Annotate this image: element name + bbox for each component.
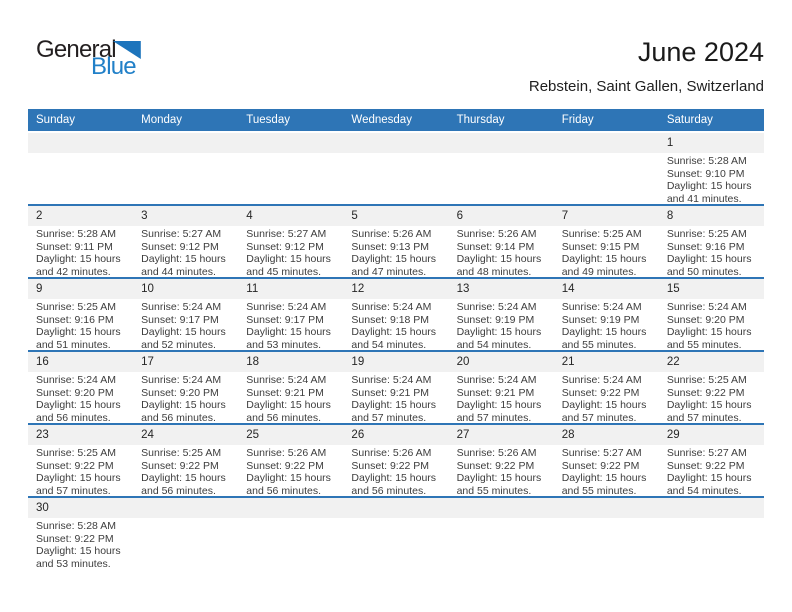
day-number: 23 <box>36 429 49 441</box>
day-info-line: Sunset: 9:21 PM <box>456 386 535 399</box>
day-number: 9 <box>36 283 43 295</box>
day-info-line: Sunrise: 5:24 AM <box>351 301 432 313</box>
day-number: 27 <box>456 429 470 441</box>
day-info-line: Daylight: 15 hours <box>456 253 542 266</box>
day-info-line: Daylight: 15 hours <box>561 472 647 485</box>
day-number: 17 <box>141 356 154 368</box>
day-cell <box>554 372 659 423</box>
day-cell <box>238 518 343 569</box>
page-title: June 2024 <box>637 37 764 67</box>
day-number <box>133 498 238 518</box>
day-info-line: Sunrise: 5:25 AM <box>666 228 747 240</box>
day-info-line: Sunrise: 5:26 AM <box>351 447 432 459</box>
day-info-line: Sunset: 9:16 PM <box>36 313 114 326</box>
day-number: 26 <box>351 429 365 441</box>
day-cell <box>449 518 554 569</box>
weekday-header-friday: Friday <box>561 114 594 126</box>
day-number: 29 <box>666 429 680 441</box>
logo-blue-text: Blue <box>91 53 136 80</box>
day-info-line: and 55 minutes. <box>561 339 637 350</box>
day-info-line: Daylight: 15 hours <box>246 326 331 339</box>
day-number: 28 <box>561 429 575 441</box>
day-number <box>449 133 554 153</box>
day-info-line: Sunset: 9:15 PM <box>561 240 640 253</box>
day-info-line: Sunrise: 5:28 AM <box>36 228 116 240</box>
day-info-line: Sunrise: 5:24 AM <box>456 374 537 386</box>
day-info-line: and 41 minutes. <box>666 193 742 204</box>
day-info-line: Daylight: 15 hours <box>351 399 437 412</box>
day-number-band <box>28 133 764 153</box>
day-info-line: and 57 minutes. <box>561 412 637 423</box>
day-info-line: Sunset: 9:22 PM <box>36 532 114 545</box>
day-info-line: Sunrise: 5:28 AM <box>36 520 116 532</box>
day-cell <box>133 372 238 423</box>
day-cell <box>28 372 133 423</box>
week-row <box>28 350 764 423</box>
day-cell <box>659 226 764 277</box>
day-info-line: Sunset: 9:22 PM <box>141 459 219 472</box>
day-number <box>238 498 343 518</box>
day-number <box>343 498 448 518</box>
day-info-line: Sunset: 9:22 PM <box>246 459 324 472</box>
day-info-line: Sunset: 9:22 PM <box>561 386 640 399</box>
day-number: 19 <box>351 356 365 368</box>
day-info-line: Sunrise: 5:24 AM <box>36 374 116 386</box>
day-cell <box>133 153 238 204</box>
day-cell <box>554 153 659 204</box>
day-cell <box>449 299 554 350</box>
weekday-header-row <box>28 109 764 131</box>
day-cell <box>343 372 448 423</box>
day-info-line: and 57 minutes. <box>351 412 427 423</box>
day-info-line: Sunset: 9:12 PM <box>141 240 219 253</box>
day-info-line: Sunrise: 5:26 AM <box>351 228 432 240</box>
day-info-line: Sunrise: 5:24 AM <box>561 301 642 313</box>
day-info-line: Daylight: 15 hours <box>141 253 226 266</box>
day-cell <box>554 299 659 350</box>
day-info-line: Sunrise: 5:25 AM <box>141 447 222 459</box>
day-info-line: Daylight: 15 hours <box>36 253 121 266</box>
day-cell <box>238 445 343 496</box>
day-info-line: Daylight: 15 hours <box>666 253 752 266</box>
day-number: 3 <box>141 210 148 222</box>
day-info-line: Sunset: 9:22 PM <box>36 459 114 472</box>
day-info-line: Sunrise: 5:27 AM <box>246 228 327 240</box>
day-cell <box>28 518 133 569</box>
day-info-line: Daylight: 15 hours <box>141 399 226 412</box>
day-info-line: Sunrise: 5:25 AM <box>561 228 642 240</box>
day-info-line: and 52 minutes. <box>141 339 216 350</box>
day-info-line: Sunset: 9:21 PM <box>246 386 324 399</box>
day-cell <box>343 226 448 277</box>
day-info-line: Sunrise: 5:24 AM <box>246 301 327 313</box>
day-info-line: Sunrise: 5:24 AM <box>141 301 222 313</box>
day-info-line: Sunrise: 5:24 AM <box>666 301 747 313</box>
day-info-line: Daylight: 15 hours <box>666 326 752 339</box>
day-number: 16 <box>36 356 49 368</box>
title-block <box>529 38 764 95</box>
day-info-line: and 47 minutes. <box>351 266 427 277</box>
day-info-line: Sunset: 9:17 PM <box>141 313 219 326</box>
day-number <box>659 498 764 518</box>
day-info-line: and 57 minutes. <box>36 485 111 496</box>
day-cell <box>659 518 764 569</box>
day-info-line: Sunset: 9:10 PM <box>666 167 745 180</box>
day-cell <box>133 518 238 569</box>
day-number-band <box>28 498 764 518</box>
day-info-line: and 56 minutes. <box>246 412 321 423</box>
day-info-line: and 55 minutes. <box>456 485 532 496</box>
day-info-line: Sunset: 9:14 PM <box>456 240 535 253</box>
day-cell <box>659 299 764 350</box>
day-info-line: and 54 minutes. <box>666 485 742 496</box>
weekday-header-thursday: Thursday <box>456 114 505 126</box>
weekday-header-tuesday: Tuesday <box>246 114 290 126</box>
day-cell <box>343 299 448 350</box>
day-info-line: Sunset: 9:20 PM <box>666 313 745 326</box>
day-number <box>554 133 659 153</box>
week-details <box>28 299 764 350</box>
weekday-header-monday: Monday <box>141 114 183 126</box>
day-info-line: Sunrise: 5:24 AM <box>141 374 222 386</box>
day-info-line: Daylight: 15 hours <box>36 399 121 412</box>
day-number: 11 <box>246 283 259 295</box>
day-cell <box>343 445 448 496</box>
day-info-line: Sunrise: 5:24 AM <box>351 374 432 386</box>
day-cell <box>449 153 554 204</box>
day-number: 1 <box>666 137 674 149</box>
day-number: 12 <box>351 283 365 295</box>
day-info-line: Daylight: 15 hours <box>36 326 121 339</box>
day-number: 21 <box>561 356 575 368</box>
day-info-line: Sunset: 9:21 PM <box>351 386 430 399</box>
day-cell <box>28 153 133 204</box>
day-info-line: and 56 minutes. <box>141 485 216 496</box>
day-cell <box>28 299 133 350</box>
day-number: 14 <box>561 283 575 295</box>
day-cell <box>133 445 238 496</box>
day-info-line: Daylight: 15 hours <box>561 399 647 412</box>
day-info-line: and 51 minutes. <box>36 339 111 350</box>
day-info-line: Daylight: 15 hours <box>141 472 226 485</box>
general-blue-logo <box>36 38 141 79</box>
day-cell <box>238 226 343 277</box>
day-info-line: Sunset: 9:18 PM <box>351 313 430 326</box>
day-info-line: and 44 minutes. <box>141 266 216 277</box>
day-info-line: Daylight: 15 hours <box>666 472 752 485</box>
day-info-line: Daylight: 15 hours <box>351 472 437 485</box>
day-number: 4 <box>246 210 253 222</box>
day-cell <box>449 372 554 423</box>
day-info-line: and 53 minutes. <box>36 558 111 569</box>
day-info-line: Sunset: 9:20 PM <box>141 386 219 399</box>
day-info-line: Daylight: 15 hours <box>246 472 331 485</box>
day-number-band <box>28 425 764 445</box>
day-info-line: and 45 minutes. <box>246 266 321 277</box>
top-bar <box>0 0 792 100</box>
day-info-line: and 55 minutes. <box>666 339 742 350</box>
day-number: 8 <box>666 210 674 222</box>
day-info-line: and 53 minutes. <box>246 339 321 350</box>
day-number-band <box>28 206 764 226</box>
day-info-line: Sunset: 9:22 PM <box>561 459 640 472</box>
day-info-line: Sunset: 9:22 PM <box>666 386 745 399</box>
day-info-line: and 56 minutes. <box>36 412 111 423</box>
day-number <box>133 133 238 153</box>
week-details <box>28 445 764 496</box>
week-details <box>28 226 764 277</box>
day-cell <box>238 153 343 204</box>
day-info-line: Daylight: 15 hours <box>456 472 542 485</box>
day-info-line: and 56 minutes. <box>246 485 321 496</box>
day-info-line: and 56 minutes. <box>141 412 216 423</box>
day-number: 2 <box>36 210 43 222</box>
day-info-line: Daylight: 15 hours <box>351 253 437 266</box>
day-info-line: Sunrise: 5:24 AM <box>561 374 642 386</box>
day-number: 13 <box>456 283 470 295</box>
day-info-line: and 54 minutes. <box>351 339 427 350</box>
day-cell <box>133 299 238 350</box>
day-info-line: Sunrise: 5:24 AM <box>456 301 537 313</box>
day-info-line: Sunset: 9:22 PM <box>666 459 745 472</box>
page-location: Rebstein, Saint Gallen, Switzerland <box>528 77 764 95</box>
day-info-line: Sunset: 9:19 PM <box>456 313 535 326</box>
day-info-line: Sunset: 9:19 PM <box>561 313 640 326</box>
day-number <box>343 133 448 153</box>
day-number: 25 <box>246 429 260 441</box>
day-info-line: Daylight: 15 hours <box>456 326 542 339</box>
week-details <box>28 372 764 423</box>
day-info-line: and 57 minutes. <box>666 412 742 423</box>
weekday-header-saturday: Saturday <box>666 114 713 126</box>
day-info-line: Daylight: 15 hours <box>561 253 647 266</box>
day-cell <box>659 372 764 423</box>
day-info-line: Sunset: 9:13 PM <box>351 240 430 253</box>
day-info-line: and 55 minutes. <box>561 485 637 496</box>
day-info-line: Sunset: 9:16 PM <box>666 240 745 253</box>
day-number: 7 <box>561 210 569 222</box>
day-info-line: Daylight: 15 hours <box>141 326 226 339</box>
week-row <box>28 204 764 277</box>
day-info-line: Daylight: 15 hours <box>666 180 752 193</box>
day-number <box>28 133 133 153</box>
day-info-line: Sunset: 9:22 PM <box>351 459 430 472</box>
calendar <box>28 109 764 569</box>
day-info-line: Sunrise: 5:26 AM <box>246 447 327 459</box>
day-number-band <box>28 279 764 299</box>
day-cell <box>554 226 659 277</box>
day-number <box>238 133 343 153</box>
day-info-line: and 54 minutes. <box>456 339 532 350</box>
day-cell <box>238 372 343 423</box>
day-cell <box>133 226 238 277</box>
week-row <box>28 423 764 496</box>
week-row <box>28 496 764 569</box>
week-row <box>28 277 764 350</box>
day-info-line: Sunrise: 5:25 AM <box>36 447 116 459</box>
day-number: 22 <box>666 356 680 368</box>
week-details <box>28 518 764 569</box>
day-number: 10 <box>141 283 154 295</box>
day-cell <box>28 226 133 277</box>
day-info-line: Sunrise: 5:27 AM <box>561 447 642 459</box>
day-info-line: Daylight: 15 hours <box>36 545 121 558</box>
day-number <box>554 498 659 518</box>
day-info-line: and 57 minutes. <box>456 412 532 423</box>
weekday-header-wednesday: Wednesday <box>351 114 412 126</box>
day-cell <box>449 226 554 277</box>
day-info-line: and 42 minutes. <box>36 266 111 277</box>
day-number: 30 <box>36 502 49 514</box>
day-info-line: Sunset: 9:11 PM <box>36 240 113 253</box>
day-cell <box>659 153 764 204</box>
day-info-line: Sunrise: 5:26 AM <box>456 447 537 459</box>
day-info-line: Sunset: 9:12 PM <box>246 240 324 253</box>
day-number: 6 <box>456 210 463 222</box>
day-cell <box>238 299 343 350</box>
day-number: 18 <box>246 356 260 368</box>
day-number <box>449 498 554 518</box>
calendar-weeks <box>28 133 764 569</box>
day-info-line: Sunrise: 5:24 AM <box>246 374 327 386</box>
day-info-line: Sunrise: 5:27 AM <box>141 228 222 240</box>
day-cell <box>554 445 659 496</box>
day-number: 5 <box>351 210 358 222</box>
week-details <box>28 153 764 204</box>
weekday-header-sunday: Sunday <box>36 114 76 126</box>
day-info-line: Daylight: 15 hours <box>246 253 331 266</box>
day-info-line: Daylight: 15 hours <box>456 399 542 412</box>
day-info-line: Sunrise: 5:28 AM <box>666 155 747 167</box>
day-info-line: Sunrise: 5:25 AM <box>36 301 116 313</box>
day-number-band <box>28 352 764 372</box>
day-cell <box>28 445 133 496</box>
day-cell <box>343 153 448 204</box>
day-info-line: Daylight: 15 hours <box>246 399 331 412</box>
day-info-line: Sunrise: 5:27 AM <box>666 447 747 459</box>
day-info-line: Sunset: 9:20 PM <box>36 386 114 399</box>
day-info-line: Daylight: 15 hours <box>561 326 647 339</box>
day-info-line: and 48 minutes. <box>456 266 532 277</box>
day-info-line: Daylight: 15 hours <box>36 472 121 485</box>
day-info-line: Sunrise: 5:25 AM <box>666 374 747 386</box>
day-cell <box>449 445 554 496</box>
day-cell <box>343 518 448 569</box>
logo-general-text: General <box>36 36 116 63</box>
day-info-line: Sunset: 9:22 PM <box>456 459 535 472</box>
day-cell <box>554 518 659 569</box>
day-cell <box>659 445 764 496</box>
day-info-line: Sunset: 9:17 PM <box>246 313 324 326</box>
day-info-line: and 56 minutes. <box>351 485 427 496</box>
day-info-line: Daylight: 15 hours <box>666 399 752 412</box>
day-info-line: Sunrise: 5:26 AM <box>456 228 537 240</box>
day-info-line: Daylight: 15 hours <box>351 326 437 339</box>
week-row <box>28 133 764 204</box>
day-number: 15 <box>666 283 680 295</box>
day-info-line: and 50 minutes. <box>666 266 742 277</box>
day-number: 24 <box>141 429 154 441</box>
day-info-line: and 49 minutes. <box>561 266 637 277</box>
day-number: 20 <box>456 356 470 368</box>
